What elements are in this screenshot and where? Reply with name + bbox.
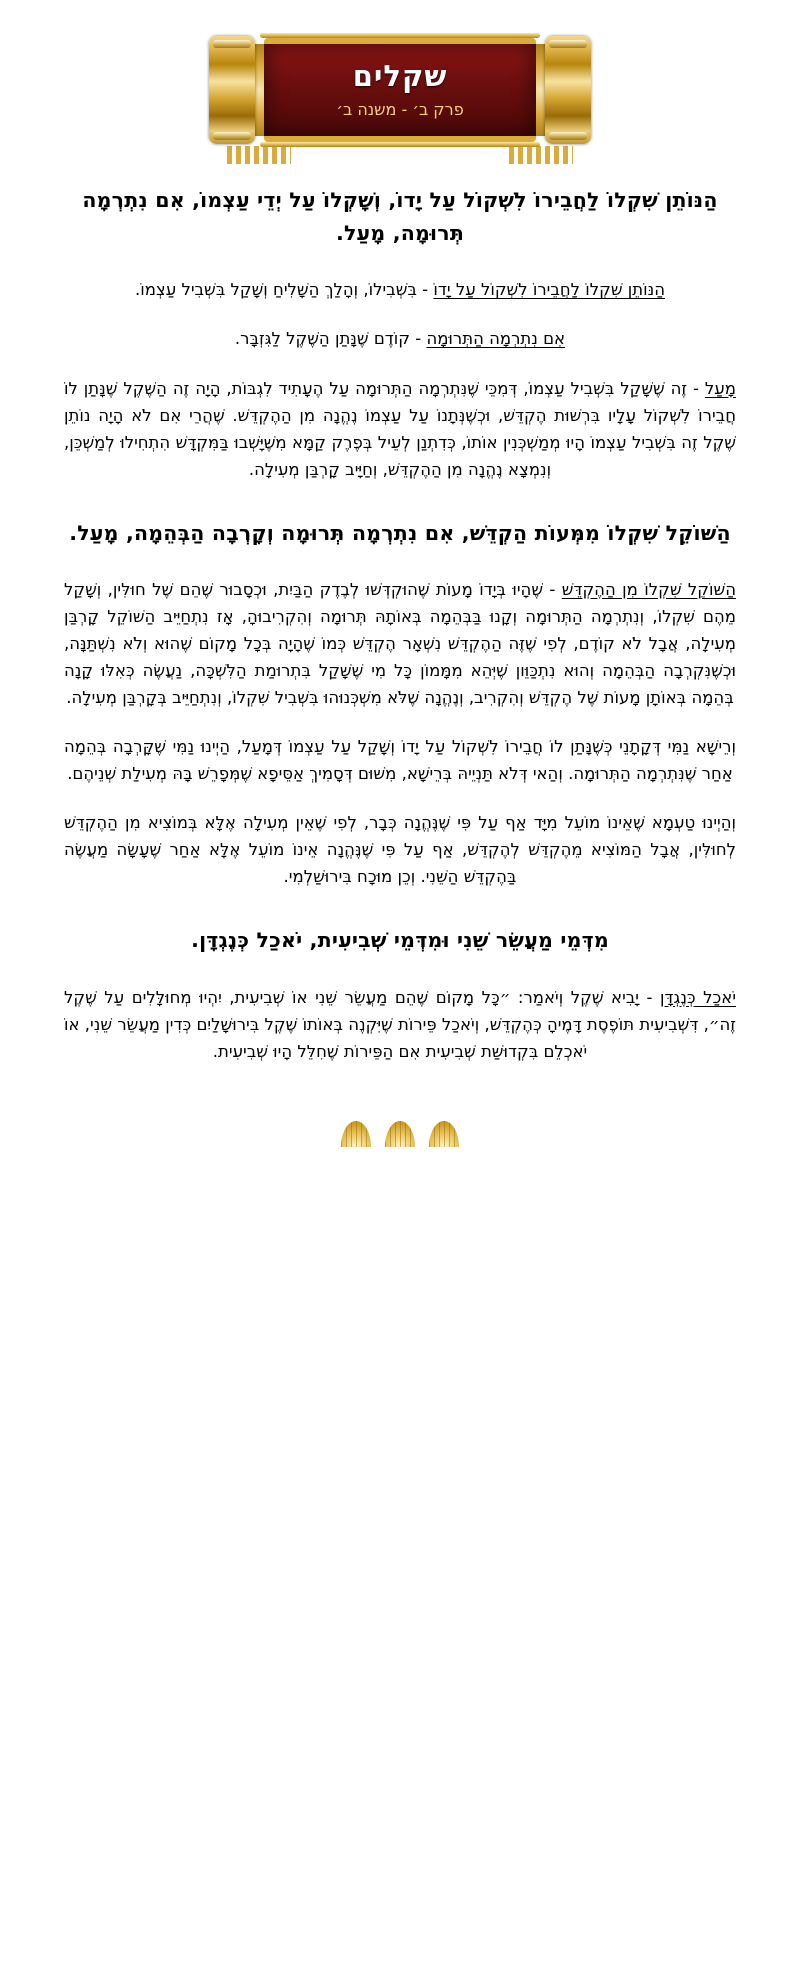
page-content <box>0 150 800 1065</box>
dibur-hamatchil-5: יֹאכַל כְּנֶגְדָּן <box>660 987 737 1007</box>
dibur-hamatchil-3: מָעַל <box>704 378 736 398</box>
footer-ornament <box>0 1087 800 1177</box>
dibur-hamatchil-4: הַשּׁוֹקֵל שִׁקְלוֹ מִן הַהֶקְדֵּשׁ <box>561 579 736 599</box>
mishna-paragraph-3: מִדְּמֵי מַעֲשֵׂר שֵׁנִי וּמִדְּמֵי שְׁבִיעִית, יֹאכַל כְּנֶגְדָּן. <box>191 928 609 953</box>
commentary-7-text: - יָבִיא שֶׁקֶל וְיֹאמַר: ״כָּל מָקוֹם שֶׁהֵם מַעֲשֵׂר שֵׁנִי אוֹ שְׁבִיעִית, יִהְיוּ מְחוּלָּלִים עַל שֶׁקֶל זֶה״, דִּשְׁבִיעִית תּוֹפֶסֶת דָּמֶיהָ כְּהֶקְדֵּשׁ, וְיֹאכַל פֵּירוֹת שֶׁיִּקְנֶה בְּאוֹתוֹ שֶׁקֶל בִּירוּשָׁלַיִם כְּדִין מַעֲשֵׂר שֵׁנִי, אוֹ יֹאכְלֵם בִּקְדוּשַּׁת שְׁבִיעִית אִם הַפֵּירוֹת שֶׁחִלֵּל הָיוּ שְׁבִיעִית. <box>64 987 736 1061</box>
torah-scroll-icon <box>215 30 585 150</box>
dibur-hamatchil-2: אִם נִתְרְמָה הַתְּרוּמָה <box>426 329 566 349</box>
commentary-3 <box>64 375 736 483</box>
commentary-4 <box>64 576 736 711</box>
commentary-1-text: - בִּשְׁבִילוֹ, וְהָלַךְ הַשָּׁלִיחַ וְשָׁקַל בִּשְׁבִיל עַצְמוֹ. <box>134 280 434 300</box>
scroll-roller-left-icon <box>209 36 255 144</box>
scroll-roller-right-icon <box>545 36 591 144</box>
commentary-2 <box>64 325 736 352</box>
commentary-7 <box>64 984 736 1065</box>
banner-plaque <box>264 38 536 142</box>
commentary-4-text: - שֶׁהָיוּ בְּיָדוֹ מָעוֹת שֶׁהוּקְדְּשׁוּ לְבֶדֶק הַבַּיִת, וּכְסָבוּר שֶׁהֵם שֶׁל חוּלִּין, וְשָׁקַל מֵהֶם שִׁקְלוֹ, וְנִתְרְמָה הַתְּרוּמָה וְקָנוּ בַּבְּהֵמָה בְּאוֹתָהּ תְּרוּמָה וְהִקְרִיבוּהָ, אָז נִתְחַיֵּיב הַשּׁוֹקֵל קָרְבַּן מְעִילָה, אֲבָל לֹא קוֹדֶם, לְפִי שֶׁזֶּה הַהֶקְדֵּשׁ נִשְׁאָר הֶקְדֵּשׁ כְּמוֹ שֶׁהָיָה בְּכָל מָקוֹם שֶׁהוּא וְלֹא נִשְׁתַּנָּה, וּכְשֶׁנִּקְרְבָה הַבְּהֵמָה וְהוּא נִתְכַּוֵּון שֶׁיְּהֵא מִמָּמוֹן כָּל מִי שֶׁשָּׁקַל בִּתְרוּמַת הַלִּשְׁכָּה, נַעֲשֶׂה כְּאִלּוּ קָנָה בְּהֵמָה בְּאוֹתָן מָעוֹת שֶׁל הֶקְדֵּשׁ וְהִקְרִיב, וְנֶהֱנָה שֶׁלֹּא מִשְׁכְּנוּהוּ בִּשְׁבִיל שִׁקְלוֹ, וְנִתְחַיֵּיב בְּקָרְבַּן מְעִילָה. <box>64 579 736 708</box>
shell-icon <box>341 1121 371 1147</box>
dibur-hamatchil-1: הַנּוֹתֵן שִׁקְלוֹ לַחֲבֵירוֹ לִשְׁקוֹל עַל יָדוֹ <box>433 280 666 300</box>
shell-icon <box>385 1121 415 1147</box>
header-banner <box>0 0 800 150</box>
commentary-1 <box>64 276 736 303</box>
commentary-2-text: - קוֹדֶם שֶׁנָּתַן הַשֶּׁקֶל לַגִּזְבָּר. <box>234 329 427 349</box>
scroll-fringe-right-icon <box>509 146 573 164</box>
commentary-6: וְהַיְינוּ טַעְמָא שֶׁאֵינוֹ מוֹעֵל מִיָּד אַף עַל פִּי שֶׁנֶּהֱנָה כְּבָר, לְפִי שֶׁאֵין מְעִילָה אֶלָּא בְּמוֹצִיא מִן הַהֶקְדֵּשׁ לְחוּלִּין, אֲבָל הַמּוֹצִיא מֵהֶקְדֵּשׁ לְהֶקְדֵּשׁ, אַף עַל פִּי שֶׁנֶּהֱנָה אֵינוֹ מוֹעֵל אֶלָּא אַחַר שֶׁעָשָׂה מַעֲשֶׂה בַּהֶקְדֵּשׁ הַשֵּׁנִי. וְכֵן מוּכָח בִּירוּשַׁלְמִי. <box>64 813 736 887</box>
commentary-3-text: - זֶה שֶׁשָּׁקַל בִּשְׁבִיל עַצְמוֹ, דְּמִכֵּי שֶׁנִּתְרְמָה הַתְּרוּמָה עַל הֶעָתִיד לִגְבּוֹת, הָיָה זֶה הַשֶּׁקֶל שֶׁנָּתַן לוֹ חֲבֵירוֹ לִשְׁקוֹל עָלָיו בִּרְשׁוּת הֶקְדֵּשׁ, וּכְשֶׁנְּתָנוֹ עַל עַצְמוֹ נֶהֱנָה מִן הַהֶקְדֵּשׁ. שֶׁהֲרֵי אִם לֹא הָיָה נוֹתֵן שֶׁקֶל זֶה בִּשְׁבִיל עַצְמוֹ הָיוּ מְמַשְׁכְּנִין אוֹתוֹ, כְּדִתְנַן לְעֵיל בְּפֶרֶק קַמָּא מִשֶּׁיָּשְׁבוּ בַּמִּקְדָּשׁ הִתְחִילוּ לְמַשְׁכֵּן, וְנִמְצָא נֶהֱנָה מִן הַהֶקְדֵּשׁ, וְחַיָּיב קָרְבַּן מְעִילָה. <box>64 378 736 479</box>
mishna-paragraph-2: הַשּׁוֹקֵל שִׁקְלוֹ מִמְּעוֹת הַקְדֵּשׁ, אִם נִתְרְמָה תְּרוּמָה וְקָרְבָה הַבְּהֵמָה, מָעַל. <box>69 520 731 545</box>
scroll-fringe-left-icon <box>227 146 291 164</box>
shell-icon <box>429 1121 459 1147</box>
masechta-title: שקלים <box>352 59 448 94</box>
commentary-5: וְרֵישָׁא נַמִּי דְּקָתָנֵי כְּשֶׁנָּתַן לוֹ חֲבֵירוֹ לִשְׁקוֹל עַל יָדוֹ וְשָׁקַל עַל עַצְמוֹ דְּמָעַל, הַיְינוּ נַמִּי שֶׁקָּרְבָה בְּהֵמָה אַחַר שֶׁנִּתְרְמָה הַתְּרוּמָה. וְהַאי דְּלֹא תַּנְיֵיהּ בְּרֵישָׁא, מִשּׁוּם דְּסָמִיךְ אַסֵּיפָא שֶׁמְּפָרֵשׁ בָּהּ מְעִילַת שְׁנֵיהֶם. <box>64 737 736 784</box>
chapter-mishna-subtitle: פרק ב׳ - משנה ב׳ <box>336 100 464 120</box>
mishna-paragraph-1: הַנּוֹתֵן שִׁקְלוֹ לַחֲבֵירוֹ לִשְׁקוֹל עַל יָדוֹ, וְשָׁקְלוֹ עַל יְדֵי עַצְמוֹ, אִם נִתְרְמָה תְּרוּמָה, מָעַל. <box>82 188 718 246</box>
